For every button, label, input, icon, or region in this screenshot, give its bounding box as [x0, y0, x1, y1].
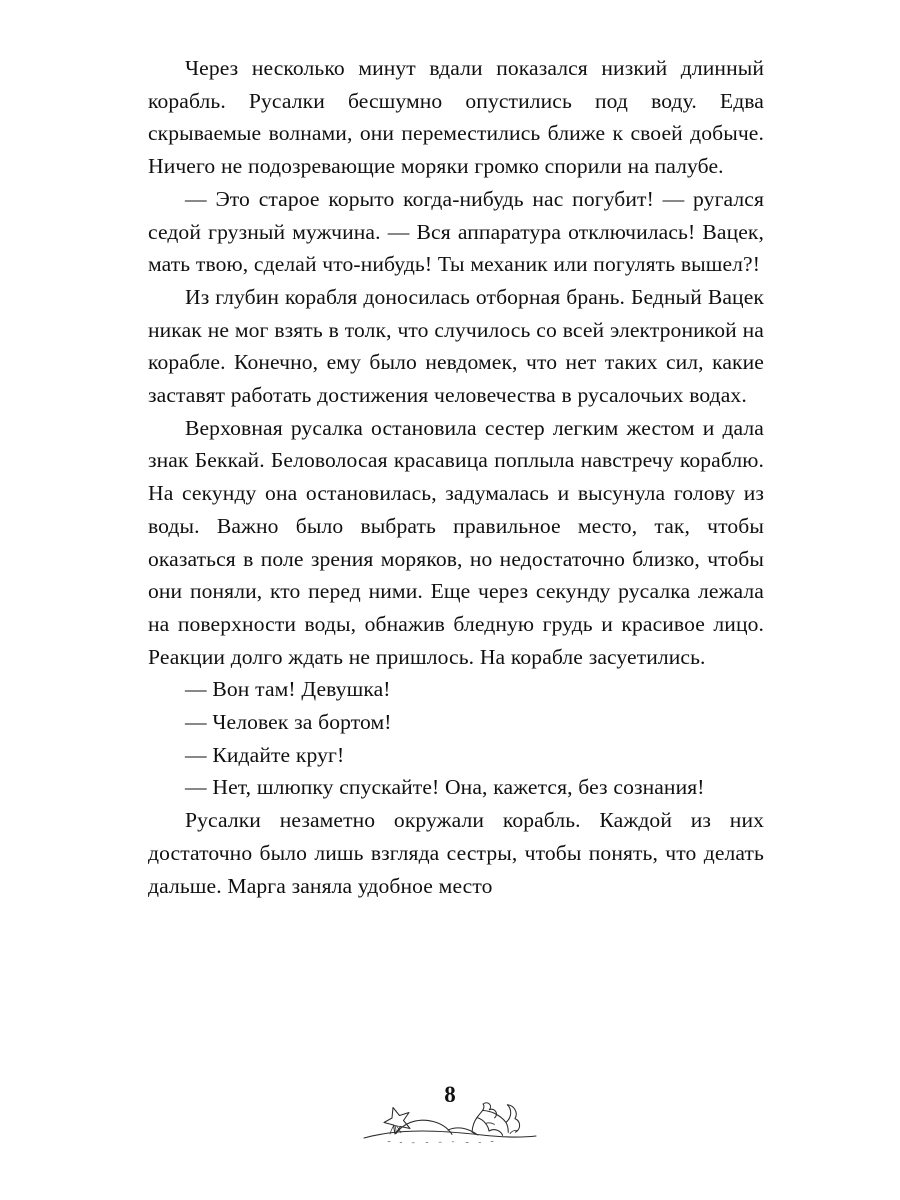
page-footer	[0, 1082, 900, 1162]
dialogue-line: — Нет, шлюпку спускайте! Она, кажется, без сознания!	[185, 775, 705, 800]
paragraph: Верховная русалка остановила сестер легким жестом и дала знак Беккай. Беловолосая красавица поплыла навстречу кораблю. На секунду она остановилась, задумалась и высунула голову из воды. Важно было выбрать правильное место, так, чтобы оказаться в поле зрения моряков, но недостаточно близко, чтобы они поняли, кто перед ними. Еще через секунду русалка лежала на поверхности воды, обнажив бледную грудь и красивое лицо. Реакции долго ждать не пришлось. На корабле засуетились.	[148, 415, 764, 669]
paragraph: — Это старое корыто когда-нибудь нас погубит! — ругался седой грузный мужчина. — Вся аппаратура отключилась! Вацек, мать твою, сделай что-нибудь! Ты механик или погулять вышел?!	[148, 186, 764, 277]
dialogue-line: — Вон там! Девушка!	[185, 677, 391, 702]
page-text-block	[148, 52, 764, 902]
dialogue-line: — Человек за бортом!	[185, 710, 392, 735]
paragraph: Из глубин корабля доносилась отборная брань. Бедный Вацек никак не мог взять в толк, что случилось со всей электроникой на корабле. Конечно, ему было невдомек, что нет таких сил, какие заставят работать достижения человечества в русалочьих водах.	[148, 284, 764, 408]
dialogue-line: — Кидайте круг!	[185, 742, 345, 767]
page-number: 8	[444, 1082, 456, 1107]
paragraph: Через несколько минут вдали показался низкий длинный корабль. Русалки бесшумно опустились под воду. Едва скрываемые волнами, они переместились ближе к своей добыче. Ничего не подозревающие моряки громко спорили на палубе.	[148, 56, 764, 179]
paragraph: Русалки незаметно окружали корабль. Каждой из них достаточно было лишь взгляда сестры, чтобы понять, что делать дальше. Марга заняла удобное место	[148, 808, 764, 898]
footer-ornament	[360, 1082, 540, 1154]
